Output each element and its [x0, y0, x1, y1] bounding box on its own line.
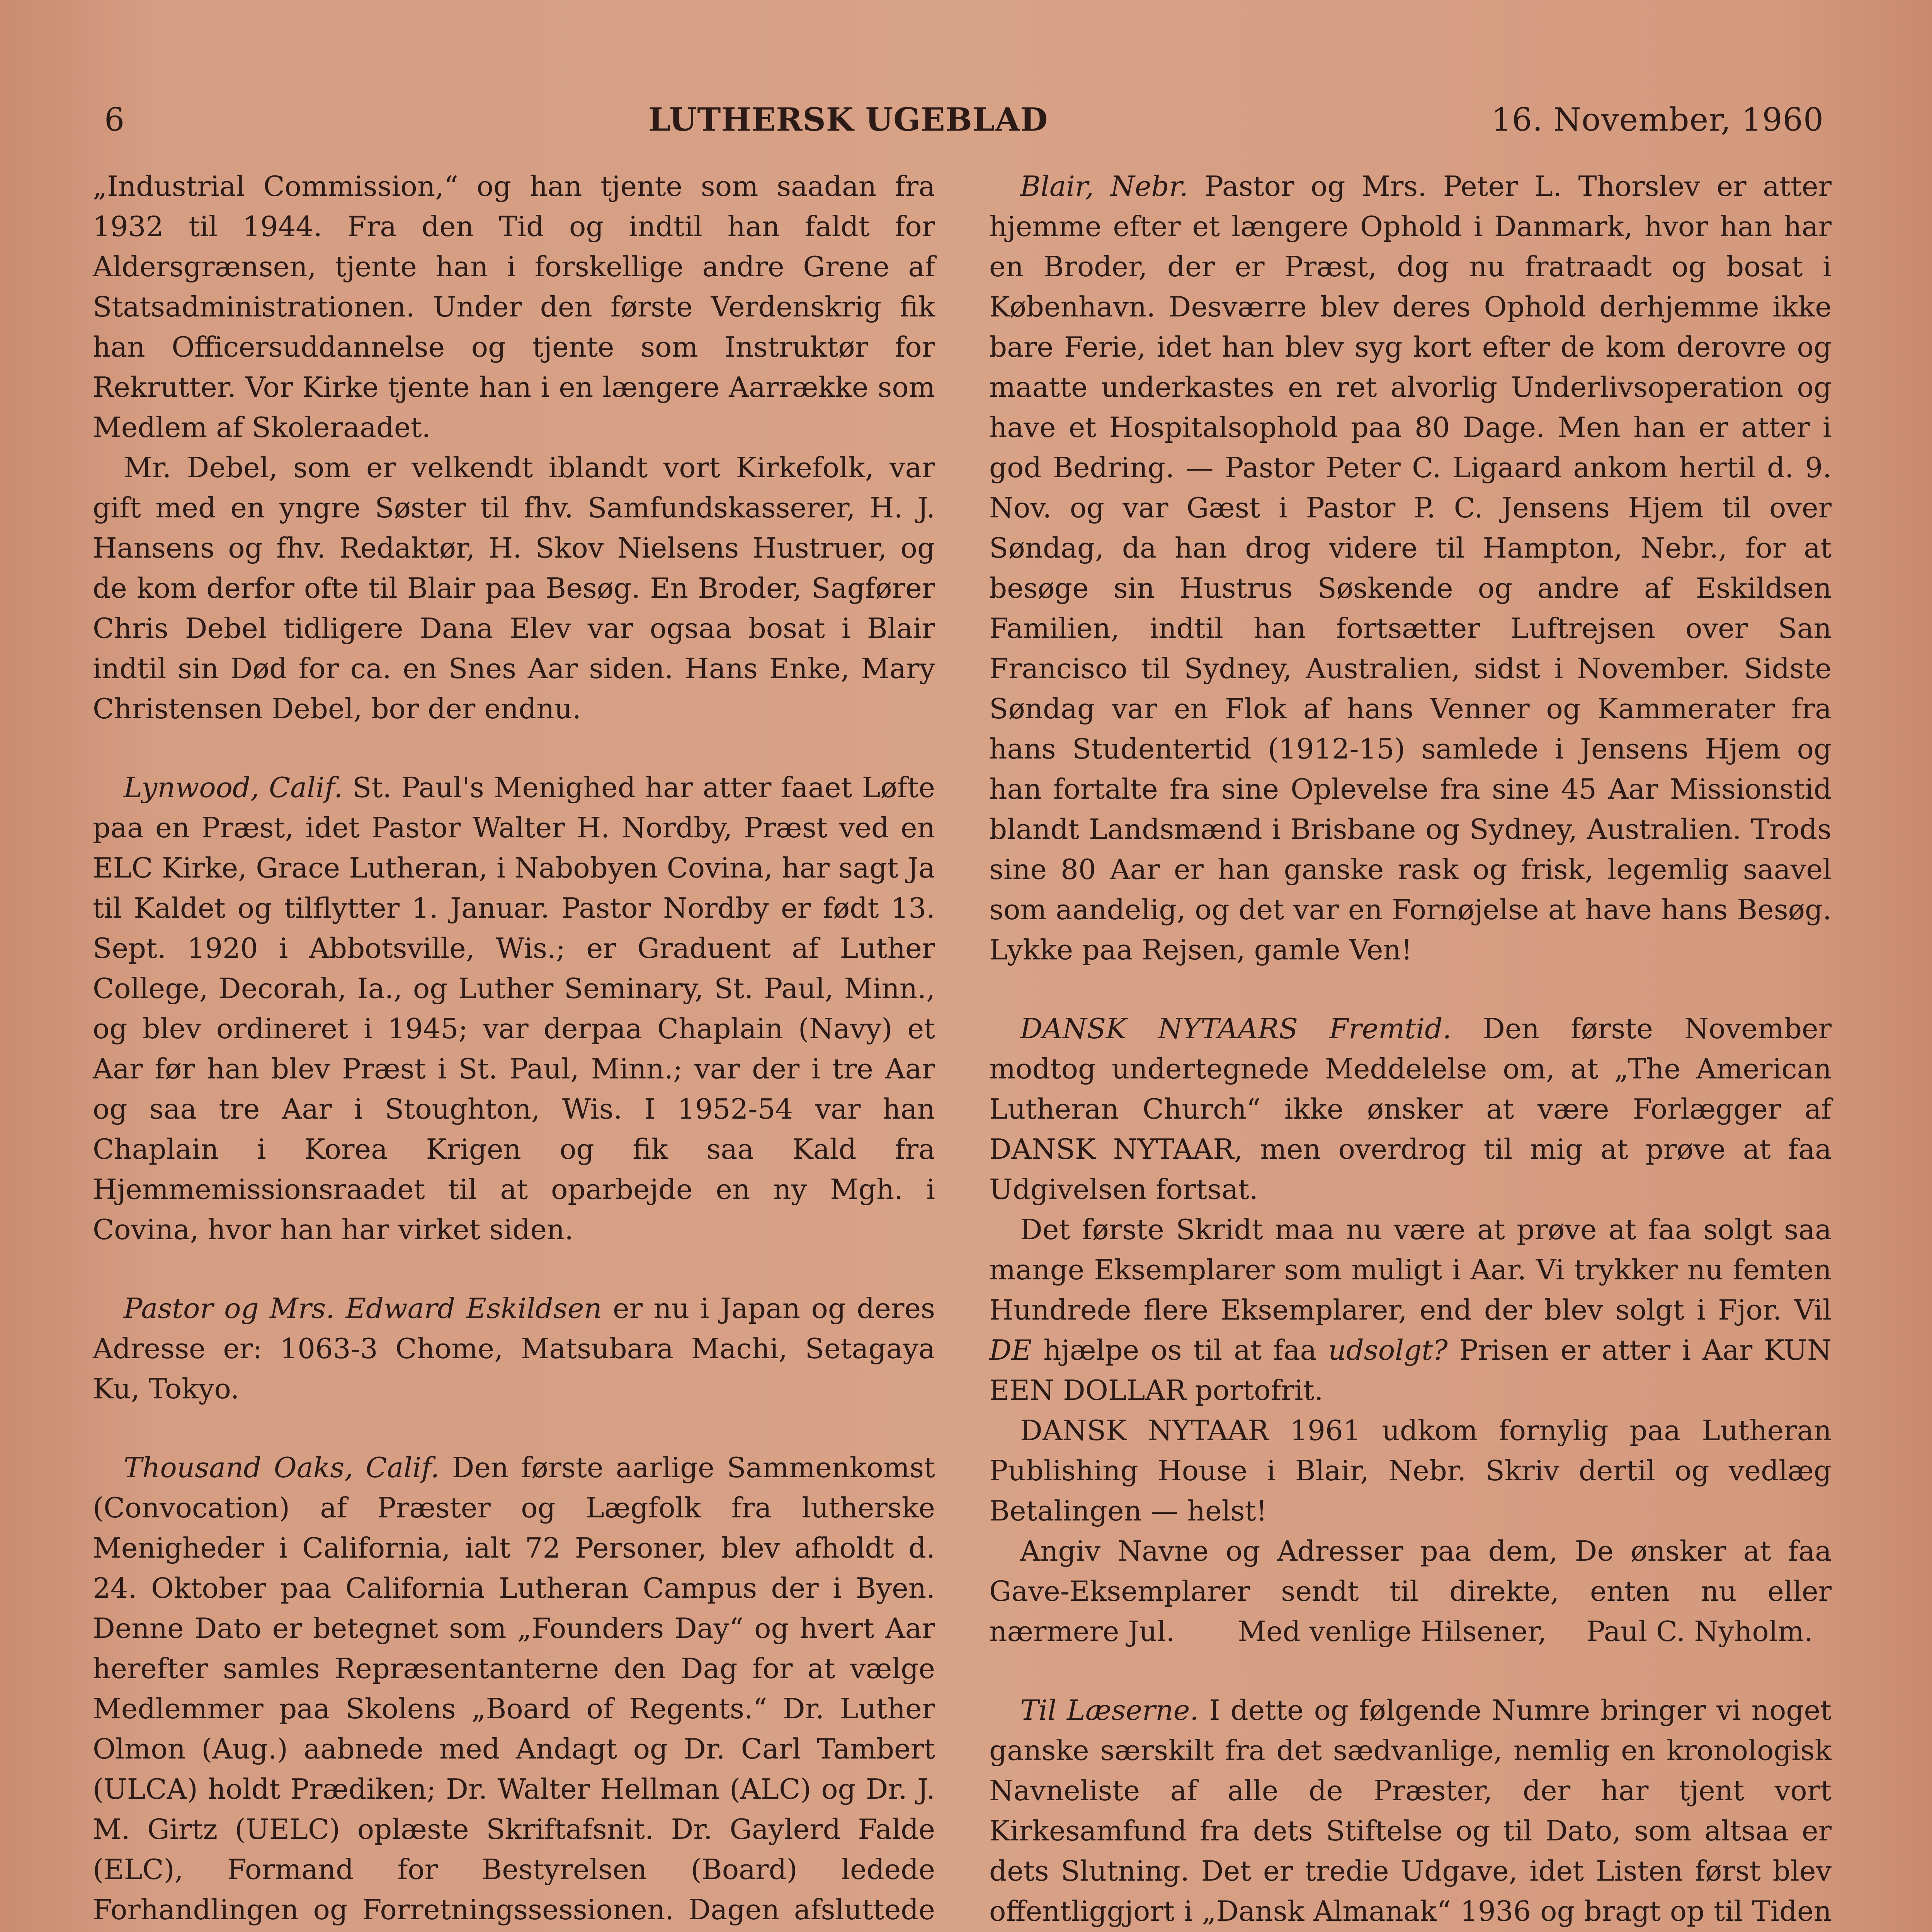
article-lead: Blair, Nebr.	[1020, 170, 1189, 202]
article-blair	[989, 166, 1832, 970]
emphasis: udsolgt?	[1328, 1334, 1448, 1366]
paragraph	[989, 1531, 1832, 1651]
article-text: I dette og følgende Numre bringer vi noget ganske særskilt fra det sædvanlige, nemlig en kronologisk Navneliste af alle de Præster, der har tjent vort Kirkesamfund fra dets Stiftelse og til Dato, som altsaa er dets Slutning. Det er tredie Udgave, idet Listen først blev offentliggjort i „Dansk Almanak“ 1936 og bragt op til Tiden	[989, 1694, 1832, 1927]
article-lead: Lynwood, Calif.	[124, 771, 343, 804]
article-text: Den første aarlige Sammenkomst (Convocation) af Præster og Lægfolk fra lutherske Menigheder i California, ialt 72 Personer, blev afholdt d. 24. Oktober paa California Lutheran Campus der i Byen. Denne Dato er betegnet som „Founders Day“ og hvert Aar herefter samles Repræsentanterne den Dag for at vælge Medlemmer paa Skolens „Board of Regents.“ Dr. Luther Olmon (Aug.) aabnede med Andagt og Dr. Carl Tambert (ULCA) holdt Prædiken; Dr. Walter Hellman (ALC) og Dr. J. M. Girtz (UELC) oplæste Skriftafsnit. Dr. Gaylerd Falde (ELC), Formand for Bestyrelsen (Board) ledede Forhandlingen og Forretningssessionen. Dagen afsluttede	[93, 1451, 935, 1926]
article-text: Angiv Navne og Adresser paa dem, De ønsker at faa Gave-Eksemplarer sendt til direkte, enten nu eller nærmere Jul.	[989, 1535, 1832, 1648]
article-text: Prisen er atter i Aar KUN EEN DOLLAR portofrit.	[989, 1334, 1832, 1406]
page-number: 6	[104, 101, 125, 138]
right-column	[989, 166, 1832, 1932]
issue-date: 16. November, 1960	[1491, 101, 1824, 138]
article-lead: Til Læserne.	[1020, 1694, 1199, 1726]
publication-title: LUTHERSK UGEBLAD	[648, 101, 1048, 138]
article-til-laeserne	[989, 1690, 1832, 1932]
paragraph: „Industrial Commission,“ og han tjente som saadan fra 1932 til 1944. Fra den Tid og indtil han faldt for Aldersgrænsen, tjente han i forskellige andre Grene af Statsadministrationen. Under den første Verdenskrig fik han Officersuddannelse og tjente som Instruktør for Rekrutter. Vor Kirke tjente han i en længere Aarrække som Medlem af Skoleraadet.	[93, 170, 935, 444]
left-column	[93, 166, 935, 1932]
article-lynwood	[93, 767, 935, 1250]
article-lead: DANSK NYTAARS Fremtid.	[1020, 1012, 1452, 1045]
article-thousand-oaks	[93, 1447, 935, 1932]
article-debel	[93, 166, 935, 729]
article-text: Pastor og Mrs. Peter L. Thorslev er atter hjemme efter et længere Ophold i Danmark, hvor han har en Broder, der er Præst, dog nu fratraadt og bosat i København. Desværre blev deres Ophold derhjemme ikke bare Ferie, idet han blev syg kort efter de kom derovre og maatte underkastes en ret alvorlig Underlivsoperation og have et Hospitalsophold paa 80 Dage. Men han er atter i god Bedring. — Pastor Peter C. Ligaard ankom hertil d. 9. Nov. og var Gæst i Pastor P. C. Jensens Hjem til over Søndag, da han drog videre til Hampton, Nebr., for at besøge sin Hustrus Søskende og andre af Eskildsen Familien, indtil han fortsætter Luftrejsen over San Francisco til Sydney, Australien, sidst i November. Sidste Søndag var en Flok af hans Venner og Kammerater fra hans Studentertid (1912-15) samlede i Jensens Hjem og han fortalte fra sine Oplevelse fra sine 45 Aar Missionstid blandt Landsmænd i Brisbane og Sydney, Australien. Trods sine 80 Aar er han ganske rask og frisk, legemlig saavel som aandelig, og det var en Fornøjelse at have hans Besøg. Lykke paa Rejsen, gamle Ven!	[989, 170, 1832, 966]
article-lead: Pastor og Mrs. Edward Eskildsen	[124, 1292, 602, 1325]
paragraph: Mr. Debel, som er velkendt iblandt vort Kirkefolk, var gift med en yngre Søster til fhv. Samfundskasserer, H. J. Hansens og fhv. Redaktør, H. Skov Nielsens Hustruer, og de kom derfor ofte til Blair paa Besøg. En Broder, Sagfører Chris Debel tidligere Dana Elev var ogsaa bosat i Blair indtil sin Død for ca. en Snes Aar siden. Hans Enke, Mary Christensen Debel, bor der endnu.	[93, 451, 935, 725]
page-header	[104, 93, 1824, 147]
article-text: hjælpe os til at faa	[1032, 1334, 1328, 1366]
paragraph	[93, 1447, 935, 1932]
signature: Paul C. Nyholm.	[1586, 1615, 1813, 1648]
signoff: Med venlige Hilsener,	[1238, 1615, 1547, 1648]
article-lead: Thousand Oaks, Calif.	[124, 1451, 440, 1484]
article-text: St. Paul's Menighed har atter faaet Løfte paa en Præst, idet Pastor Walter H. Nordby, Præst ved en ELC Kirke, Grace Lutheran, i Nabobyen Covina, har sagt Ja til Kaldet og tilflytter 1. Januar. Pastor Nordby er født 13. Sept. 1920 i Abbotsville, Wis.; er Graduent af Luther College, Decorah, Ia., og Luther Seminary, St. Paul, Minn., og blev ordineret i 1945; var derpaa Chaplain (Navy) et Aar før han blev Præst i St. Paul, Minn.; var der i tre Aar og saa tre Aar i Stoughton, Wis. I 1952-54 var han Chaplain i Korea Krigen og fik saa Kald fra Hjemmemissionsraadet til at oparbejde en ny Mgh. i Covina, hvor han har virket siden.	[93, 771, 935, 1246]
article-text: Det første Skridt maa nu være at prøve at faa solgt saa mange Eksemplarer som muligt i Aar. Vi trykker nu femten Hundrede flere Eksemplarer, end der blev solgt i Fjor. Vil	[989, 1213, 1832, 1326]
article-text: er nu i Japan og deres Adresse er: 1063-3 Chome, Matsubara Machi, Setagaya Ku, Tokyo.	[93, 1292, 935, 1405]
article-dansk-nytaar	[989, 1009, 1832, 1651]
paragraph: DANSK NYTAAR 1961 udkom fornylig paa Lutheran Publishing House i Blair, Nebr. Skriv dertil og vedlæg Betalingen — helst!	[989, 1414, 1832, 1527]
paragraph	[989, 1690, 1832, 1932]
paragraph	[93, 767, 935, 1250]
paragraph	[989, 1009, 1832, 1209]
paragraph	[93, 1288, 935, 1409]
emphasis: DE	[989, 1334, 1032, 1366]
article-text: Den første November modtog undertegnede Meddelelse om, at „The American Lutheran Church“ ikke ønsker at være Forlægger af DANSK NYTAAR, men overdrog til mig at prøve at faa Udgivelsen fortsat.	[989, 1012, 1832, 1206]
paragraph	[989, 1209, 1832, 1410]
paragraph	[989, 166, 1832, 970]
article-eskildsen	[93, 1288, 935, 1409]
